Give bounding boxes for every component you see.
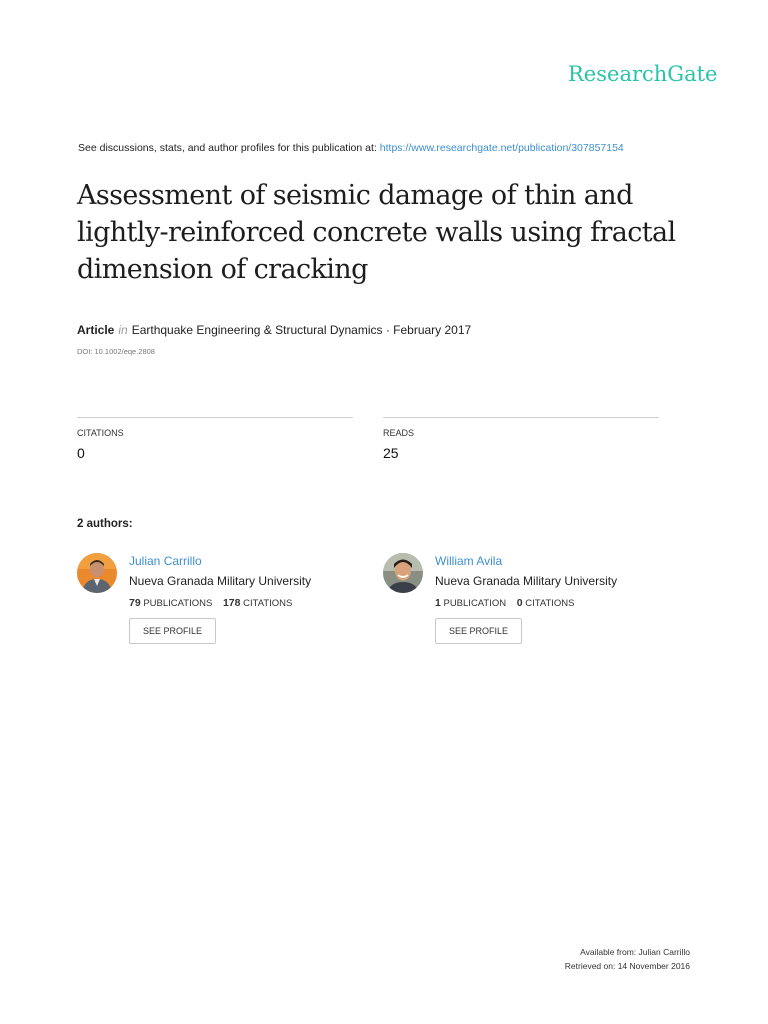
author-name-link[interactable]: Julian Carrillo bbox=[129, 554, 202, 568]
author-institution: Nueva Granada Military University bbox=[435, 574, 618, 588]
author-photo-icon bbox=[77, 553, 117, 593]
journal-venue: Earthquake Engineering & Structural Dynamics · February 2017 bbox=[131, 323, 472, 337]
citations-value: 0 bbox=[77, 445, 85, 461]
publications-label: PUBLICATION bbox=[443, 598, 507, 609]
publications-count: 79 bbox=[129, 597, 141, 609]
author-name-link[interactable]: William Avila bbox=[435, 554, 503, 568]
authors-heading: 2 authors: bbox=[77, 518, 133, 530]
article-meta bbox=[77, 323, 471, 337]
retrieved-on: Retrieved on: 14 November 2016 bbox=[564, 961, 690, 971]
author-stats bbox=[129, 597, 379, 609]
reads-label: READS bbox=[383, 428, 415, 438]
author-citations-label: CITATIONS bbox=[525, 598, 575, 609]
discussion-line bbox=[78, 142, 624, 154]
author-citations-count: 178 bbox=[222, 597, 241, 609]
avatar[interactable] bbox=[383, 553, 423, 593]
author-citations-count: 0 bbox=[516, 597, 523, 609]
publication-url-link[interactable]: https://www.researchgate.net/publication/307857154 bbox=[379, 142, 624, 154]
author-stats bbox=[435, 597, 685, 609]
available-from: Available from: Julian Carrillo bbox=[580, 947, 690, 957]
in-word: in bbox=[118, 323, 128, 337]
publications-count: 1 bbox=[435, 597, 441, 609]
author-institution: Nueva Granada Military University bbox=[129, 574, 312, 588]
citations-label: CITATIONS bbox=[77, 428, 124, 438]
citations-stat bbox=[77, 417, 353, 461]
avatar[interactable] bbox=[77, 553, 117, 593]
article-type: Article bbox=[77, 323, 115, 337]
discussion-text: See discussions, stats, and author profiles for this publication at: bbox=[78, 142, 377, 154]
publications-label: PUBLICATIONS bbox=[143, 598, 213, 609]
see-profile-button[interactable]: SEE PROFILE bbox=[435, 618, 522, 644]
researchgate-logo[interactable]: ResearchGate bbox=[568, 62, 718, 86]
reads-stat bbox=[383, 417, 659, 461]
doi: DOI: 10.1002/eqe.2808 bbox=[77, 347, 155, 356]
footer bbox=[565, 945, 690, 973]
author-citations-label: CITATIONS bbox=[243, 598, 293, 609]
reads-value: 25 bbox=[383, 445, 399, 461]
see-profile-button[interactable]: SEE PROFILE bbox=[129, 618, 216, 644]
article-title: Assessment of seismic damage of thin and lightly-reinforced concrete walls using fractal dimension of cracking bbox=[77, 180, 676, 285]
author-photo-icon bbox=[383, 553, 423, 593]
